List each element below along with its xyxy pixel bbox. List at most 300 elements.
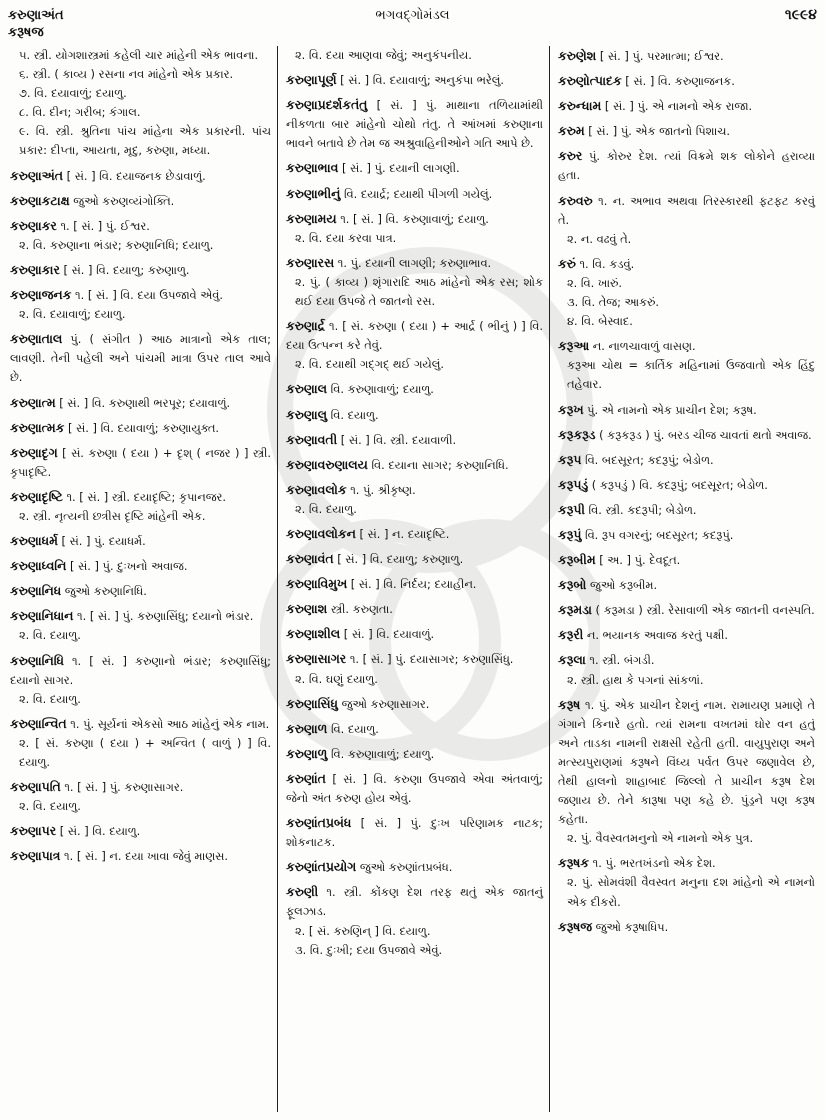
dictionary-entry (558, 600, 815, 620)
sense-line: ૨. સ્ત્રી. નૃત્યની છત્રીસ દૃષ્ટિ માંહેની એક. (19, 508, 206, 523)
entry-definition (558, 257, 634, 271)
definition-text: ૧. [ સં. કરુણા ( દયા ) + આર્દ્ર ( ભીનું ) ] વિ. દયા ઉત્પન્ન કરે તેવું. (286, 319, 543, 353)
headword: કરૂઆ (558, 338, 590, 354)
dictionary-entry (558, 575, 815, 595)
entry-definition (286, 458, 509, 472)
entry-definition (10, 446, 271, 479)
headword: કરુણાવંત (286, 551, 334, 567)
dictionary-entry (286, 253, 543, 311)
dictionary-entry (558, 71, 815, 91)
entry-definition (558, 339, 696, 353)
entry-definition (286, 483, 416, 497)
definition-text: [ સં. ] વિ. નિર્દય; દયાહીન. (347, 577, 477, 592)
headword: કરૂપું (558, 526, 582, 542)
headword: કરૂપડું (558, 476, 589, 492)
entry-definition (558, 74, 735, 88)
sense-line: ૨. ન. વઢવું તે. (567, 231, 632, 246)
headword: કરુણાપૂર્ણ (286, 72, 337, 88)
sense-line: ૨. વિ. ખારું. (567, 275, 622, 290)
definition-text: ( કરૂકરૂડ ) પું. બરડ ચીજ ચાવતાં થતો અવાજ. (595, 427, 812, 442)
dictionary-entry (558, 625, 815, 645)
sense-line: ૨. [ સં. કરુણા ( દયા ) + અન્વિત ( વાળું ) ] વિ. દયાળુ. (19, 735, 271, 769)
headword: કરૂબો (558, 577, 587, 593)
headword: કરુણાવતી (286, 431, 338, 447)
definition-text: ૧. [ સં. ] વિ. દયા ઉપજાવે એવું. (71, 288, 223, 303)
dictionary-entry (286, 744, 543, 764)
dictionary-entry (286, 430, 543, 450)
definition-text: ૧. [ સં. ] ન. દયા ખાવા જેવું માણસ. (60, 849, 229, 864)
entry-definition (286, 860, 452, 874)
sense-line: ૨. વિ. દયાવાળું; દયાળુ. (19, 307, 126, 322)
entry-definition (286, 382, 434, 396)
entry-definition (10, 717, 269, 731)
definition-text: જુઓ કરુણાંતપ્રબંધ. (356, 860, 453, 875)
headword: કરુણાત્મ (10, 394, 56, 410)
dictionary-entry (10, 260, 271, 280)
dictionary-entry (558, 650, 815, 689)
sense-line: ૨. વિ. દયાળુ. (19, 628, 81, 643)
entry-definition (286, 602, 393, 616)
entry-definition (286, 747, 434, 761)
dictionary-entry (286, 95, 543, 153)
headword: કરુણાસાગર (286, 651, 347, 667)
headword: કરુણાધર્મ (10, 533, 58, 549)
dictionary-entry (10, 581, 271, 601)
entry-definition (10, 332, 271, 384)
definition-text: ૧. [ સં. ] પું. કરુણાસિંધુ; દયાનો ભંડાર. (73, 609, 254, 624)
dictionary-entry (558, 525, 815, 545)
entry-definition (10, 169, 206, 183)
entry-definition (10, 288, 223, 302)
headword: કરૂપ (558, 451, 582, 467)
book-title: ભગવદ્ગોમંડલ (375, 7, 450, 23)
definition-text: [ સં. ] પું. દુઃખ પરિણામક નાટક; શોકનાટક. (286, 816, 543, 850)
dictionary-entry (286, 769, 543, 808)
dictionary-entry (558, 853, 815, 911)
dictionary-entry (558, 475, 815, 495)
dictionary-entry (286, 184, 543, 204)
entry-definition (10, 194, 174, 208)
entry-definition (558, 578, 657, 592)
headword: કરુણાર્દ્ર (286, 318, 325, 334)
headword: કરુણાપ્રદર્શકતંતુ (286, 97, 368, 113)
entry-definition (10, 396, 230, 410)
entry-definition (286, 652, 513, 666)
entry-definition (286, 433, 456, 447)
headword: કરુણાલ (286, 381, 328, 397)
headword: કરૂષક (558, 855, 590, 871)
definition-text: પું. કોરુર દેશ. ત્યાં વિક્રમે શક લોકોને હરાવ્યા હતા. (558, 149, 815, 183)
entry-definition (558, 478, 768, 492)
dictionary-entry (558, 500, 815, 520)
dictionary-entry (10, 166, 271, 186)
headword: કરૂષજ (558, 918, 592, 934)
dictionary-entry (558, 146, 815, 185)
dictionary-entry (286, 379, 543, 399)
entry-definition (558, 49, 724, 63)
dictionary-entry (10, 329, 271, 387)
dictionary-entry (286, 599, 543, 619)
headword: કરુણાભીનું (286, 185, 341, 201)
headword: કરુણાનિધિ (10, 652, 64, 668)
entry-definition (286, 161, 460, 175)
definition-text: ૧. પું. સૂર્યનાં એકસો આઠ માંહેનું એક નામ. (66, 716, 270, 731)
entry-definition (558, 603, 815, 617)
definition-text: ( કરૂમડા ) સ્ત્રી. રેસાવાળી એક જાતની વનસ્પતિ. (591, 603, 815, 618)
entry-definition (286, 722, 379, 736)
headword: કરુણેશ (558, 48, 597, 63)
definition-text: ન. ભયાનક અવાજ કરતું પક્ષી. (583, 628, 728, 643)
headword: કરુણાંતપ્રબંધ (286, 815, 352, 831)
definition-text: જુઓ કરૂષાધિપ. (592, 919, 669, 934)
dictionary-entry (10, 606, 271, 645)
dictionary-entry (558, 254, 815, 331)
sense-line: ૨. વિ. કરુણાના ભંડાર; કરુણાનિધિ; દયાળુ. (19, 237, 214, 252)
dictionary-entry (286, 857, 543, 877)
sense-line: ૨. સ્ત્રી. હાથ કે પગનાં સાંકળાં. (567, 672, 704, 687)
definition-text: ન. નાળચાવાળું વાસણ. (589, 339, 696, 354)
headword: કરુણાવરુણાલય (286, 456, 368, 472)
headword: કરુણાઅંત (10, 167, 63, 183)
headword: કરુણાલુ (286, 406, 328, 422)
sense-line: ૨. વિ. દયાળુ. (19, 799, 81, 814)
sense-line: ૩. વિ. તેજ; આકરું. (567, 295, 660, 310)
dictionary-entry (286, 70, 543, 90)
entry-definition (286, 187, 492, 201)
definition-text: જુઓ કરુણાસાગર. (337, 696, 430, 711)
definition-text: ૧. ન. અભાવ અથવા તિરસ્કારથી ફટફટ કરવું તે. (558, 193, 815, 227)
sense-line: ૨. વિ. દયા આણવા જેવું; અનુકંપનીય. (295, 48, 472, 62)
dictionary-entry (558, 425, 815, 445)
definition-text: [ સં. ] વિ. દયાવાળું; કરુણાયુક્ત. (64, 420, 219, 435)
dictionary-entry (10, 443, 271, 482)
dictionary-entry (10, 846, 271, 866)
headword: કરુણાંતપ્રયોગ (286, 859, 357, 875)
definition-text: ૧. સ્ત્રી. કોંકણ દેશ તરફ થતું એક જાતનું ફૂલઝાડ. (286, 885, 543, 919)
definition-text: [ સં. ] વિ. કરુણાથી ભરપૂર; દયાવાળું. (55, 395, 231, 410)
definition-text: [ સં. ] પું. એક જાતનો પિશાચ. (584, 124, 730, 139)
entry-definition (558, 653, 655, 667)
headword: કરુણાન્વિત (10, 715, 67, 731)
entry-definition (558, 428, 812, 442)
dictionary-entry (286, 480, 543, 519)
definition-text: વિ. દયાળુ. (327, 721, 379, 736)
definition-text: વિ. દયાના સાગર; કરુણાનિધિ. (367, 457, 509, 472)
running-head (8, 4, 817, 26)
sense-line: કરૂઆ ચોથ = કાર્તિક મહિનામાં ઉજવાતો એક હિંદુ તહેવાર. (567, 358, 815, 392)
headword: કરુણાકાર (10, 261, 60, 277)
entry-definition (558, 99, 752, 113)
dictionary-entry (10, 821, 271, 841)
sense-line: ૫. સ્ત્રી. યોગશાસ્ત્રમાં કહેલી ચાર માંહેની એક ભાવના. (19, 48, 259, 62)
entry-definition (286, 256, 491, 270)
definition-text: [ સં. ] પું. દુઃખનો અવાજ. (66, 559, 188, 574)
guide-word-first: કરુણાઅંત (8, 7, 64, 23)
definition-text: ૧. વિ. કડવું. (575, 256, 635, 271)
sense-line: ૩. વિ. દુઃખી; દયા ઉપજાવે એવું. (295, 942, 443, 957)
headword: કરુણાતાલ (10, 331, 63, 347)
dictionary-entry (558, 96, 815, 116)
definition-text: [ સં. ] પું. દયાની લાગણી. (338, 161, 460, 176)
dictionary-entry (286, 405, 543, 425)
definition-text: ૧. પું. એક પ્રાચીન દેશનું નામ. રામાયણ પ્રમાણે તે ગંગાને કિનારે હતો. ત્યાં રામના વખતમાં ઘોર વન હતું અને તાડકા નામની રાક્ષસી રહેતી હતી. વાયુપુરાણ અને મત્સ્યપુરાણમાં કરૂષને વિંધ્ય પર્વત ઉપર જણાવેલ છે, તેથી હાલનો શાહાબાદ જિલ્લો તે પ્રાચીન કરૂષ દેશ જણાય છે. તેને કારૂષા પણ કહે છે. પુંડ્રને પણ કરૂષ કહેતા. (558, 697, 815, 827)
headword: કરુણાશીલ (286, 626, 341, 642)
headword: કરુણાળુ (286, 745, 328, 761)
dictionary-entry (10, 777, 271, 816)
dictionary-columns (6, 46, 821, 1112)
definition-text: ૧. પું. શ્રીકૃષ્ણ. (346, 482, 416, 497)
dictionary-entry (558, 191, 815, 249)
entry-definition (558, 503, 697, 517)
dictionary-entry (10, 714, 271, 772)
definition-text: ૧. [ સં. ] વિ. કરુણાવાળું; દયાળુ. (336, 211, 489, 226)
headword: કરુણાળ (286, 720, 328, 736)
dictionary-entry (10, 418, 271, 438)
column-2 (278, 46, 550, 1112)
dictionary-entry (10, 651, 271, 709)
definition-text: [ સં. ] વિ. દયાવાળું. (340, 627, 435, 642)
dictionary-entry (558, 400, 815, 420)
headword: કરુણાકર (10, 217, 57, 233)
entry-definition (286, 552, 463, 566)
dictionary-entry (286, 574, 543, 594)
headword: કરુણારસ (286, 254, 335, 270)
headword: કરૂમડા (558, 602, 592, 618)
dictionary-entry (10, 191, 271, 211)
definition-text: જુઓ કરુણવ્યંગોક્તિ. (69, 193, 175, 208)
sense-line: ૨. [ સં. કરુણિન્ ] વિ. દયાળુ. (295, 923, 431, 938)
headword: કરુણાસિંધુ (286, 695, 338, 711)
entry-definition (286, 408, 379, 422)
definition-text: [ અ. ] પું. દેવદૂત. (595, 553, 681, 568)
definition-text: [ સં. ] વિ. દયાજનક છેડાવાળું. (62, 168, 206, 183)
definition-text: વિ. બદસૂરત; કદરૂપું; બેડોળ. (581, 452, 714, 467)
definition-text: ૧. પું. દયાની લાગણી; કરુણાભાવ. (334, 255, 492, 270)
headword: કરુણાપતિ (10, 779, 61, 795)
headword: કરુણાવલોક (286, 481, 347, 497)
headword: કરુણાત્મક (10, 419, 65, 435)
dictionary-entry (286, 624, 543, 644)
dictionary-entry (286, 549, 543, 569)
headword: કરૂલા (558, 652, 586, 668)
entry-definition (558, 194, 815, 227)
definition-text: [ સં. ] વિ. દયાળુ; કરુણાળુ. (333, 552, 464, 567)
dictionary-entry (558, 695, 815, 849)
definition-text: જુઓ કરૂબીમ. (586, 578, 658, 593)
headword: કરુણાશ (286, 601, 328, 617)
entry-definition (10, 490, 226, 504)
headword: કરુણાજનક (10, 287, 72, 303)
entry-definition (10, 609, 253, 623)
headword: કરુણોત્પાદક (558, 73, 622, 89)
dictionary-entry (286, 455, 543, 475)
sense-line: ૨. વિ. દયાળુ. (19, 691, 81, 706)
dictionary-entry (10, 285, 271, 324)
dictionary-entry (286, 882, 543, 959)
entry-definition (286, 885, 543, 918)
headword: કરુણાંત (286, 770, 326, 786)
definition-text: [ સં. ] વિ. દયાળુ. (56, 824, 141, 839)
definition-text: વિ. કરુણાવાળું; દયાળુ. (327, 746, 435, 761)
entry-definition (10, 421, 219, 435)
entry-definition (10, 584, 147, 598)
dictionary-entry (286, 209, 543, 248)
definition-text: [ સં. ] વિ. કરુણા ઉપજાવે એવા અંતવાળું; જેનો અંત કરુણ હોય એવું. (286, 771, 543, 805)
headword: કરૂખ (558, 401, 584, 417)
headword: કરૂબીમ (558, 552, 596, 568)
definition-text: પું. ( સંગીત ) આઠ માત્રાનો એક તાલ; લાવણી. તેની પહેલી અને પાંચમી માત્રા ઉપર તાલ આવે છે. (10, 332, 271, 385)
entry-definition (558, 628, 728, 642)
guide-word-last: કરૂષજ (8, 25, 44, 40)
dictionary-entry (286, 694, 543, 714)
definition-text: ૧. [ સં. ] પું. કરુણાસાગર. (60, 780, 184, 795)
sense-line: ૨. પું. સોમવંશી વૈવસ્વત મનુના દશ માંહેનો એ નામનો એક દીકરો. (567, 875, 815, 909)
definition-text: [ સં. કરુણા ( દયા ) + દૃશ્ ( નજર ) ] સ્ત્રી. કૃપાદૃષ્ટિ. (10, 445, 271, 479)
entry-definition (286, 816, 543, 849)
headword: કરુણાનિધાન (10, 608, 74, 624)
headword: કરુણાકટાક્ષ (10, 192, 70, 208)
headword: કરુણાભાવ (286, 160, 339, 176)
entry-definition (286, 73, 504, 87)
definition-text: વિ. દયાળુ. (327, 407, 379, 422)
dictionary-entry (286, 158, 543, 178)
headword: કરુવરુ (558, 192, 593, 208)
dictionary-entry (558, 336, 815, 394)
definition-text: [ સં. ] વિ. દયાવાળું; અનુકંપા ભરેલું. (336, 73, 504, 88)
definition-text: ૧. [ સં. ] સ્ત્રી. દયાદૃષ્ટિ; કૃપાનજર. (62, 489, 226, 504)
definition-text: ૧. [ સં. ] કરુણાનો ભંડાર; કરુણાસિંધુ; દયાનો સાગર. (10, 653, 271, 687)
dictionary-entry (10, 46, 271, 161)
sense-line: ૨. વિ. દયા કરવા પાત્ર. (295, 230, 397, 245)
entry-definition (558, 528, 733, 542)
entry-definition (286, 98, 543, 150)
definition-text: [ સં. ] પું. એ નામનો એક રાજા. (601, 99, 753, 114)
definition-text: પું. એ નામનો એક પ્રાચીન દેશ; કરૂષ. (583, 402, 757, 417)
definition-text: [ સં. ] પું. દયાધર્મ. (57, 534, 146, 549)
headword: કરુણી (286, 884, 319, 900)
definition-text: વિ. રૂપ વગરનું; બદસૂરત; કદરૂપું. (581, 527, 734, 542)
dictionary-entry (558, 550, 815, 570)
definition-text: ૧. [ સં. ] પું. દયાસાગર; કરુણાસિંધુ. (346, 652, 514, 667)
sense-line: ૨. પું. ( કાવ્ય ) શૃંગારાદિ આઠ માંહેનો એક રસ; શોક થઈ દયા ઉપજે તે જાતનો રસ. (295, 274, 543, 309)
dictionary-entry (558, 917, 815, 937)
entry-definition (558, 698, 815, 827)
headword: કરુર (558, 148, 583, 164)
definition-text: સ્ત્રી. કરુણતા. (327, 602, 393, 617)
entry-definition (10, 824, 140, 838)
sense-line: ૪. વિ. બેસ્વાદ. (567, 314, 633, 329)
entry-definition (286, 527, 449, 541)
dictionary-entry (10, 531, 271, 551)
entry-definition (286, 772, 543, 805)
definition-text: ૧. પું. ભરતખંડનો એક દેશ. (589, 856, 716, 871)
dictionary-entry (286, 649, 543, 688)
entry-definition (10, 534, 146, 548)
dictionary-entry (286, 813, 543, 852)
definition-text: [ સં. ] ન. દયાદૃષ્ટિ. (355, 526, 450, 541)
headword: કરૂકરૂડ (558, 426, 596, 442)
column-3 (550, 46, 821, 1112)
definition-text: વિ. દયાર્દ્ર; દયાથી પીગળી ગયેલું. (340, 186, 493, 201)
headword: કરુણાનિધ (10, 583, 62, 599)
entry-definition (10, 654, 271, 687)
entry-definition (10, 219, 150, 233)
entry-definition (10, 559, 187, 573)
entry-definition (10, 780, 183, 794)
entry-definition (10, 849, 228, 863)
headword: કરુણાદૃગ (10, 444, 58, 460)
headword: કરુમ (558, 123, 585, 139)
column-1 (6, 46, 278, 1112)
dictionary-entry (10, 487, 271, 526)
sense-line: ૬. સ્ત્રી. ( કાવ્ય ) રસના નવ માંહેનો એક પ્રકાર. (19, 67, 234, 82)
headword: કરુણામય (286, 210, 337, 226)
headword: કરૂરી (558, 627, 584, 643)
entry-definition (558, 856, 716, 870)
definition-text: વિ. સ્ત્રી. કદરૂપી; બેડોળ. (584, 502, 697, 517)
entry-definition (558, 553, 680, 567)
definition-text: ( કરૂપડું ) વિ. કદરૂપું; બદસૂરત; બેડોળ. (588, 477, 768, 492)
sense-line: ૨. પું. વૈવસ્વતમનુનો એ નામનો એક પુત્ર. (567, 831, 754, 846)
entry-definition (558, 453, 714, 467)
entry-definition (558, 149, 815, 182)
entry-definition (558, 403, 757, 417)
headword: કરુણાવિમુખ (286, 576, 348, 592)
dictionary-entry (10, 393, 271, 413)
dictionary-entry (10, 556, 271, 576)
definition-text: જુઓ કરુણાનિધિ. (61, 584, 147, 599)
dictionary-entry (286, 719, 543, 739)
sense-line: ૭. વિ. દયાવાળું; દયાળુ. (19, 86, 127, 101)
sense-line: ૮. વિ. દીન; ગરીબ; કંગાલ. (19, 105, 141, 120)
sense-line: ૨. વિ. દયાળુ. (295, 501, 357, 516)
entry-definition (10, 263, 189, 277)
sense-line: ૨. વિ. ઘણું દયાળુ. (295, 671, 378, 686)
entry-definition (286, 212, 489, 226)
dictionary-entry (558, 46, 815, 66)
definition-text: [ સં. ] વિ. કરુણાજનક. (621, 74, 735, 89)
dictionary-entry (286, 46, 543, 65)
definition-text: [ સં. ] વિ. સ્ત્રી. દયાવાળી. (337, 432, 457, 447)
definition-text: ૧. [ સં. ] પું. ઈશ્વર. (56, 218, 150, 233)
definition-text: ૧. સ્ત્રી. બંગડી. (585, 653, 655, 668)
entry-definition (286, 627, 434, 641)
page-number: ૧૯૯૪ (784, 7, 817, 23)
headword: કરુન્ધામ (558, 98, 602, 114)
headword: કરૂષ (558, 696, 581, 712)
sense-line: ૯. વિ. સ્ત્રી. શ્રુતિના પાંચ માંહેના એક પ્રકારની. પાંચ પ્રકાર: દીપ્તા, આયતા, મૃદુ, કરુણા, મધ્યા. (19, 124, 271, 158)
entry-definition (286, 697, 429, 711)
entry-definition (558, 124, 730, 138)
headword: કરૂપી (558, 501, 585, 517)
definition-text: વિ. કરુણાવાળું; દયાળુ. (327, 382, 434, 397)
headword: કરુણાદૃષ્ટિ (10, 488, 63, 504)
headword: કરુણાપર (10, 823, 57, 839)
definition-text: [ સં. ] પું. પરમાત્મા; ઈશ્વર. (596, 49, 724, 63)
headword: કરુણાપાત્ર (10, 848, 61, 864)
entry-definition (558, 920, 668, 934)
entry-definition (286, 319, 543, 352)
dictionary-entry (558, 121, 815, 141)
dictionary-entry (558, 450, 815, 470)
entry-definition (286, 577, 476, 591)
dictionary-entry (286, 524, 543, 544)
dictionary-entry (10, 216, 271, 255)
definition-text: [ સં. ] પું. માથાના તળિયામાંથી નીકળતા બાર માંહેનો ચોથો તંતુ. તે આંખમાં કરુણાના ભાવને બતાવે છે તેમ જ અશ્રુવાહિનીઓને ગતિ આપે છે. (286, 98, 543, 151)
headword: કરું (558, 255, 576, 271)
headword: કરુણાવલોકન (286, 525, 356, 541)
sense-line: ૨. વિ. દયાથી ગદ્ગદ્ થઈ ગયેલું. (295, 357, 444, 372)
